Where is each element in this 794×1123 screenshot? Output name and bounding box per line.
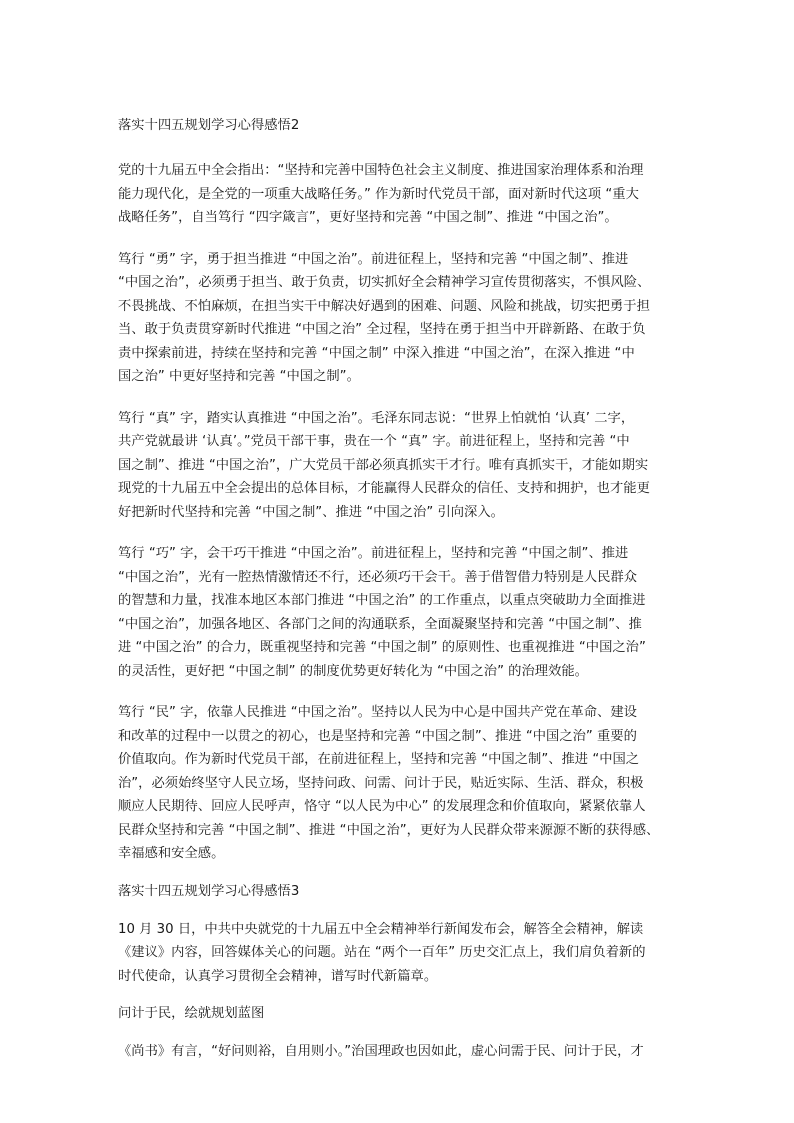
paragraph-line: 《尚书》有言，“好问则裕，自用则小。”治国理政也因如此，虚心问需于民、问计于民，才 xyxy=(118,1044,644,1059)
document-body xyxy=(118,114,678,1082)
paragraph-line: 10 月 30 日，中共中央就党的十九届五中全会精神举行新闻发布会，解答全会精神，解读 xyxy=(118,921,644,937)
paragraph-line: 进 “中国之治” 的合力，既重视坚持和完善 “中国之制” 的原则性、也重视推进 “中国之治” xyxy=(118,640,646,655)
paragraph-line: 笃行 “勇” 字，勇于担当推进 “中国之治”。前进征程上，坚持和完善 “中国之制”、推进 xyxy=(118,251,629,267)
paragraph-4 xyxy=(118,542,678,683)
paragraph-6 xyxy=(118,918,678,989)
paragraph-line: 责中探索前进，持续在坚持和完善 “中国之制” 中深入推进 “中国之治”，在深入推进 “中 xyxy=(118,345,635,361)
paragraph-line: 国之制”、推进 “中国之治”，广大党员干部必须真抓实干才行。唯有真抓实干，才能如期实 xyxy=(118,457,649,473)
paragraph-line: 共产党就最讲 ‘认真’。”党员干部干事，贵在一个 “真” 字。前进征程上，坚持和完善 “中 xyxy=(118,434,630,449)
paragraph-line: 笃行 “民” 字，依靠人民推进 “中国之治”。坚持以人民为中心是中国共产党在革命、建设 xyxy=(118,705,637,720)
paragraph-line: 笃行 “巧” 字，会干巧干推进 “中国之治”。前进征程上，坚持和完善 “中国之制”、推进 xyxy=(118,546,629,561)
paragraph-line: 战略任务”，自当笃行 “四字箴言”，更好坚持和完善 “中国之制”、推进 “中国之治”。 xyxy=(118,210,618,225)
subheading: 问计于民，绘就规划蓝图 xyxy=(118,1006,265,1021)
paragraph-line: 《建议》内容，回答媒体关心的问题。站在 “两个一百年” 历史交汇点上，我们肩负着新的 xyxy=(118,945,646,960)
paragraph-line: 治”，必须始终坚守人民立场，坚持问政、问需、问计于民，贴近实际、生活、群众，积极 xyxy=(118,775,644,791)
section-heading-2: 落实十四五规划学习心得感悟2 xyxy=(118,118,300,133)
paragraph-line: 能力现代化，是全党的一项重大战略任务。” 作为新时代党员干部，面对新时代这项 “重大 xyxy=(118,186,639,202)
paragraph-line: 现党的十九届五中全会提出的总体目标，才能赢得人民群众的信任、支持和拥护，也才能更 xyxy=(118,481,650,496)
paragraph-line: 的灵活性，更好把 “中国之制” 的制度优势更好转化为 “中国之治” 的治理效能。 xyxy=(118,663,588,679)
paragraph-line: 时代使命，认真学习贯彻全会精神，谱写时代新篇章。 xyxy=(118,968,438,984)
paragraph-line: 当、敢于负责贯穿新时代推进 “中国之治” 全过程，坚持在勇于担当中开辟新路、在敢于负 xyxy=(118,322,646,337)
paragraph-line: “中国之治”，加强各地区、各部门之间的沟通联系，全面凝聚坚持和完善 “中国之制”、推 xyxy=(118,616,642,632)
paragraph-2 xyxy=(118,248,678,389)
paragraph-line: 党的十九届五中全会指出：“坚持和完善中国特色社会主义制度、推进国家治理体系和治理 xyxy=(118,163,644,178)
paragraph-line: 民群众坚持和完善 “中国之制”、推进 “中国之治”，更好为人民群众带来源源不断的获得感、 xyxy=(118,822,660,838)
paragraph-line: 幸福感和安全感。 xyxy=(118,846,225,861)
paragraph-1 xyxy=(118,159,678,230)
paragraph-line: 笃行 “真” 字，踏实认真推进 “中国之治”。毛泽东同志说：“世界上怕就怕 ‘认真’ 二字， xyxy=(118,410,635,426)
paragraph-line: 和改革的过程中一以贯之的初心，也是坚持和完善 “中国之制”、推进 “中国之治” 重要的 xyxy=(118,728,637,744)
paragraph-line: “中国之治”，光有一腔热情激情还不行，还必须巧干会干。善于借智借力特别是人民群众 xyxy=(118,569,638,585)
paragraph-line: 好把新时代坚持和完善 “中国之制”、推进 “中国之治” 引向深入。 xyxy=(118,504,504,520)
paragraph-line: “中国之治”，必须勇于担当、敢于负责，切实抓好全会精神学习宣传贯彻落实，不惧风险、 xyxy=(118,275,651,290)
paragraph-line: 价值取向。作为新时代党员干部，在前进征程上，坚持和完善 “中国之制”、推进 “中国之 xyxy=(118,752,640,767)
paragraph-line: 的智慧和力量，找准本地区本部门推进 “中国之治” 的工作重点，以重点突破助力全面推进 xyxy=(118,593,646,608)
paragraph-line: 不畏挑战、不怕麻烦，在担当实干中解决好遇到的困难、问题、风险和挑战，切实把勇于担 xyxy=(118,298,650,314)
paragraph-line: 国之治” 中更好坚持和完善 “中国之制”。 xyxy=(118,369,360,384)
paragraph-3 xyxy=(118,407,678,525)
section-heading-3: 落实十四五规划学习心得感悟3 xyxy=(118,883,300,899)
paragraph-line: 顺应人民期待、回应人民呼声，恪守 “以人民为中心” 的发展理念和价值取向，紧紧依靠人 xyxy=(118,799,646,814)
paragraph-7 xyxy=(118,1040,678,1064)
paragraph-5 xyxy=(118,701,678,866)
